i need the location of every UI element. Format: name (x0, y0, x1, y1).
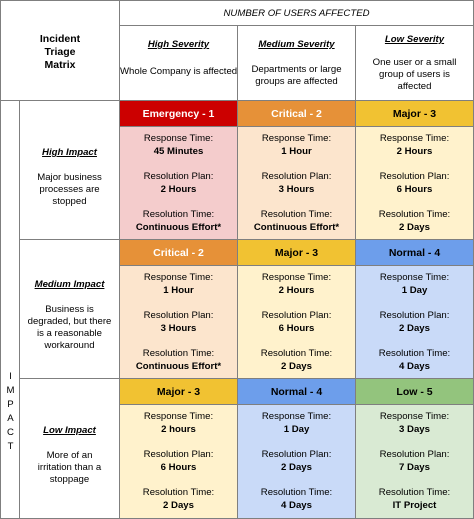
row-header-medium-impact (20, 240, 120, 379)
impact-letter: M (6, 385, 15, 396)
column-header-low-severity (356, 26, 474, 101)
row-desc: Major business processes are stopped (37, 172, 102, 207)
effort-label: Resolution Time: (378, 209, 451, 220)
resolution-value: 3 Hours (160, 323, 197, 334)
response-label: Response Time: (261, 133, 332, 144)
severity-header: Major - 3 (120, 379, 238, 405)
resolution-label: Resolution Plan: (379, 449, 450, 460)
severity-header: Major - 3 (238, 240, 356, 266)
resolution-label: Resolution Plan: (143, 310, 214, 321)
triage-cell (356, 266, 474, 379)
response-label: Response Time: (379, 133, 450, 144)
response-value: 45 Minutes (153, 146, 204, 157)
resolution-label: Resolution Plan: (143, 171, 214, 182)
severity-header: Critical - 2 (238, 101, 356, 127)
resolution-label: Resolution Plan: (379, 171, 450, 182)
users-affected-header (120, 0, 474, 26)
matrix-title-line-2: Triage (44, 46, 76, 58)
impact-letter: P (7, 399, 14, 410)
resolution-value: 3 Hours (278, 184, 315, 195)
resolution-value: 6 Hours (278, 323, 315, 334)
severity-header: Major - 3 (356, 101, 474, 127)
row-header-low-impact (20, 379, 120, 519)
response-value: 1 Hour (163, 285, 194, 296)
severity-header: Critical - 2 (120, 240, 238, 266)
response-label: Response Time: (261, 411, 332, 422)
resolution-label: Resolution Plan: (379, 310, 450, 321)
impact-letter: I (9, 371, 12, 382)
impact-letter: A (7, 413, 14, 424)
row-name: High Impact (42, 147, 97, 158)
row-desc: More of an irritation than a stoppage (37, 450, 102, 485)
resolution-value: 6 Hours (396, 184, 433, 195)
effort-label: Resolution Time: (142, 348, 215, 359)
effort-label: Resolution Time: (260, 487, 333, 498)
effort-value: 4 Days (399, 361, 430, 372)
response-label: Response Time: (379, 272, 450, 283)
severity-header: Normal - 4 (238, 379, 356, 405)
effort-value: 4 Days (281, 500, 312, 511)
response-label: Response Time: (379, 411, 450, 422)
row-header-high-impact (20, 101, 120, 240)
effort-value: Continuous Effort* (253, 222, 340, 233)
resolution-value: 7 Days (399, 462, 430, 473)
resolution-value: 2 Days (399, 323, 430, 334)
triage-cell (238, 266, 356, 379)
matrix-title-line-1: Incident (39, 33, 81, 45)
response-value: 2 hours (161, 424, 196, 435)
response-value: 1 Hour (281, 146, 312, 157)
column-desc: Whole Company is affected (120, 66, 238, 77)
users-affected-label: NUMBER OF USERS AFFECTED (223, 8, 370, 19)
effort-value: Continuous Effort* (135, 222, 222, 233)
response-label: Response Time: (143, 411, 214, 422)
column-name: High Severity (147, 39, 210, 50)
triage-cell (238, 127, 356, 240)
resolution-value: 2 Days (281, 462, 312, 473)
response-value: 1 Day (283, 424, 310, 435)
column-name: Medium Severity (258, 39, 335, 50)
row-name: Low Impact (43, 425, 96, 436)
response-value: 2 Hours (278, 285, 315, 296)
column-name: Low Severity (384, 34, 445, 45)
effort-value: Continuous Effort* (135, 361, 222, 372)
resolution-label: Resolution Plan: (261, 171, 332, 182)
resolution-label: Resolution Plan: (261, 449, 332, 460)
row-desc: Business is degraded, but there is a reasonable workaround (27, 304, 112, 351)
triage-cell (238, 405, 356, 519)
effort-label: Resolution Time: (142, 209, 215, 220)
effort-value: 2 Days (163, 500, 194, 511)
triage-cell (356, 127, 474, 240)
triage-cell (356, 405, 474, 519)
response-label: Response Time: (261, 272, 332, 283)
triage-cell (120, 405, 238, 519)
row-name: Medium Impact (34, 279, 105, 290)
matrix-title-cell (0, 0, 120, 101)
resolution-value: 6 Hours (160, 462, 197, 473)
effort-label: Resolution Time: (260, 209, 333, 220)
response-value: 3 Days (399, 424, 430, 435)
effort-label: Resolution Time: (378, 348, 451, 359)
severity-header: Low - 5 (356, 379, 474, 405)
triage-cell (120, 266, 238, 379)
impact-letter: T (7, 441, 14, 452)
column-desc: One user or a small group of users is affected (372, 57, 457, 92)
impact-axis-column (0, 101, 20, 519)
triage-cell (120, 127, 238, 240)
resolution-label: Resolution Plan: (143, 449, 214, 460)
effort-value: 2 Days (281, 361, 312, 372)
effort-label: Resolution Time: (378, 487, 451, 498)
effort-value: IT Project (392, 500, 437, 511)
response-value: 2 Hours (396, 146, 433, 157)
column-header-high-severity (120, 26, 238, 101)
column-desc: Departments or large groups are affected (251, 64, 342, 87)
resolution-label: Resolution Plan: (261, 310, 332, 321)
effort-label: Resolution Time: (260, 348, 333, 359)
column-header-medium-severity (238, 26, 356, 101)
resolution-value: 2 Hours (160, 184, 197, 195)
response-label: Response Time: (143, 133, 214, 144)
severity-header: Emergency - 1 (120, 101, 238, 127)
matrix-title-line-3: Matrix (44, 59, 76, 71)
response-value: 1 Day (401, 285, 428, 296)
effort-value: 2 Days (399, 222, 430, 233)
effort-label: Resolution Time: (142, 487, 215, 498)
severity-header: Normal - 4 (356, 240, 474, 266)
response-label: Response Time: (143, 272, 214, 283)
impact-letter: C (7, 427, 14, 438)
